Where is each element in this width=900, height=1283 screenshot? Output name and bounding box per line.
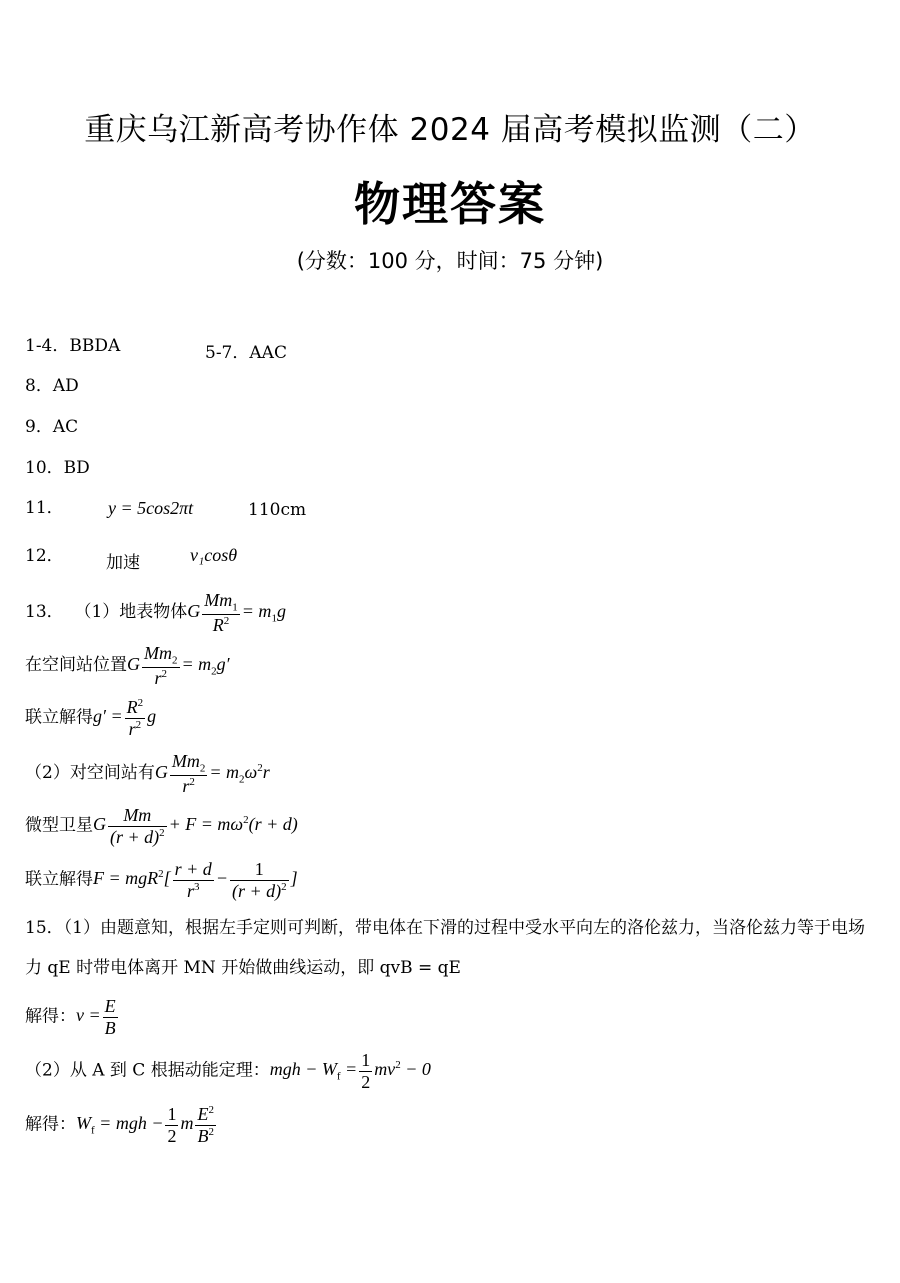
answer-12-word: 加速 [106, 553, 140, 573]
q13-part2: （2）对空间站有G $\frac{Mm_2}{r^2}$ = $m_2\omega^2r$ [25, 751, 270, 797]
answer-12-label: 12． [25, 546, 64, 566]
q13-solve-g: 联立解得g′ = $\frac{R^2}{r^2}$ g [25, 697, 157, 739]
q15-part1: 15．（1）由题意知，根据左手定则可判断，带电体在下滑的过程中受水平向左的洛伦兹力，当洛伦兹力等于电场力 qE 时带电体离开 MN 开始做曲线运动，即 qvB = qE [25, 918, 865, 978]
q15-part2: （2）从 A 到 C 根据动能定理：mgh − $W_f$ = $\frac{1}{2}$ $mv^2 - 0$ [25, 1050, 431, 1092]
exam-meta: (分数：100 分，时间：75 分钟) [296, 249, 604, 273]
subject-title: 物理答案 [354, 177, 546, 231]
answer-11-label: 11． [25, 498, 64, 518]
q13-solve-F: 联立解得F = mgR$^2$[ $\frac{r + d}{r^3}$ − $\frac{1}{(r + d)^2}$ ] [25, 859, 298, 901]
answer-11-value: 110cm [248, 500, 307, 520]
q15-solve-v: 解得：v = $\frac{E}{B}$ [25, 996, 116, 1038]
answer-5-7: 5-7．AAC [205, 343, 287, 363]
q15-solve-wf: 解得：$W_f$ = mgh − $\frac{1}{2}$ m $\frac{E^2}{B^2}$ [25, 1104, 214, 1146]
page-title: 重庆乌江新高考协作体 2024 届高考模拟监测（二） [84, 112, 816, 148]
answer-10: 10．BD [25, 458, 90, 478]
answer-1-4: 1-4．BBDA [25, 336, 121, 356]
answer-9: 9．AC [25, 417, 79, 437]
q13-part1: 13． （1）地表物体G $\frac{Mm_1}{R^2}$ = $m_1g$ [25, 590, 286, 636]
answer-12-expression: v₁cosθ [190, 545, 238, 565]
q13-satellite-equation: 微型卫星G $\frac{Mm}{(r + d)^2}$ + $F = m\omega^2(r + d)$ [25, 805, 298, 847]
q13-station-equation: 在空间站位置G $\frac{Mm_2}{r^2}$ = $m_2g'$ [25, 643, 230, 689]
answer-8: 8．AD [25, 376, 79, 396]
answer-11-equation: y = 5cos2πt [108, 498, 194, 518]
